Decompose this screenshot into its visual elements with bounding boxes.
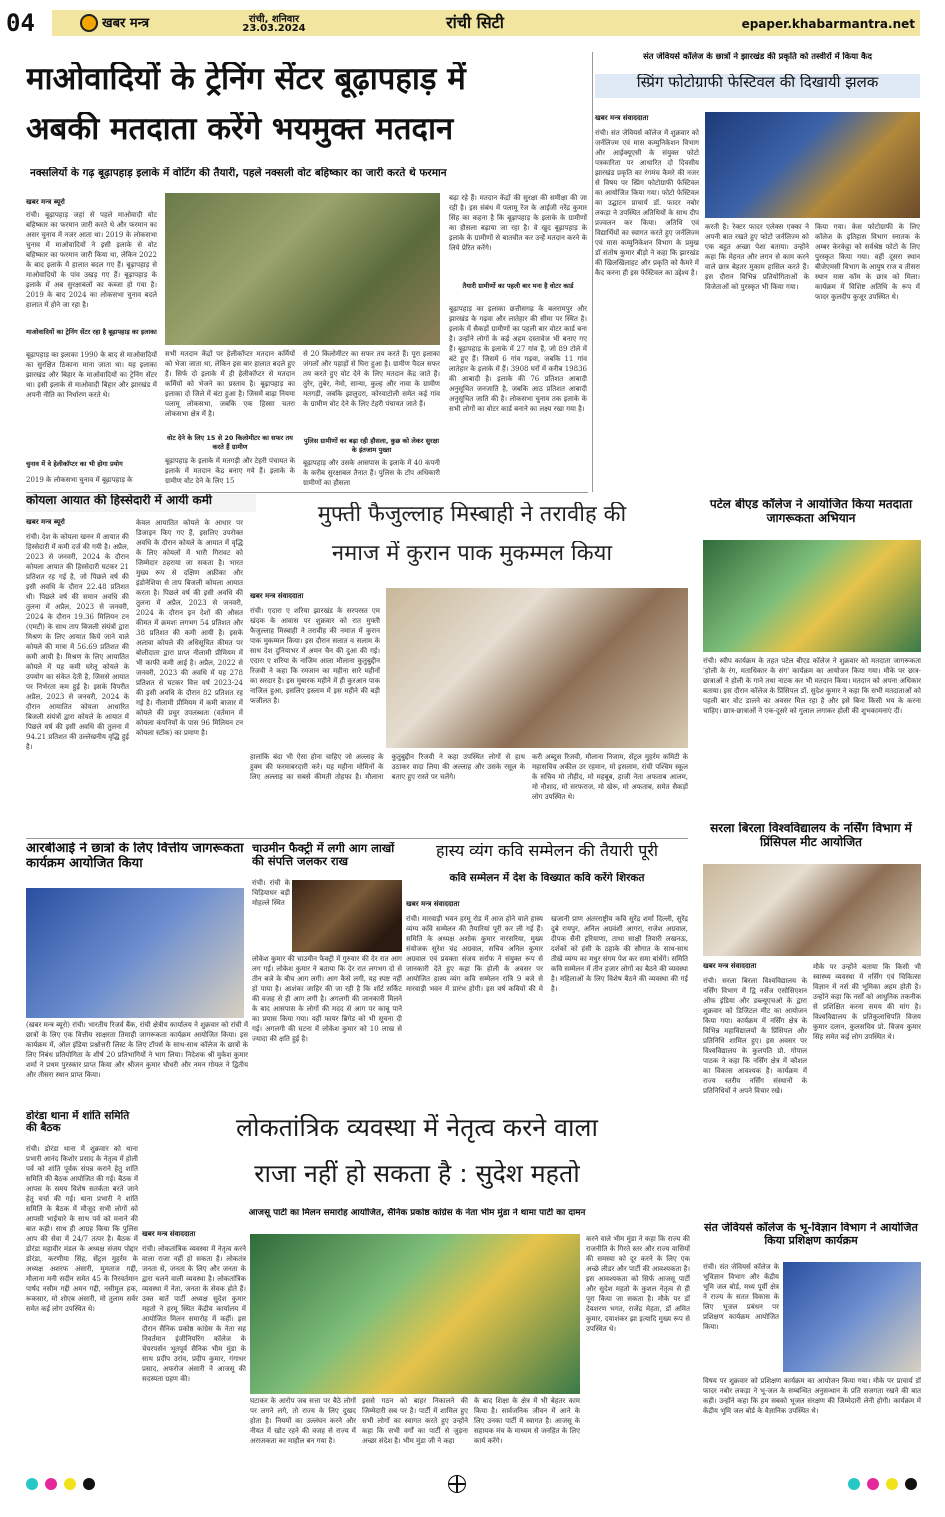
photo-fest-photo bbox=[705, 112, 920, 218]
registration-marks-right bbox=[848, 1478, 928, 1492]
sudesh-body-1: रांची। लोकतांत्रिक व्यवस्था में नेतृत्व करने वाला राजा नहीं हो सकता है। लोकतंत्र जनता से, जनता के लिए और जनता के द्वारा चलने वाली व्यवस्था है। लोकतांत्रिक व्यवस्था में नेता, जनता के सेवक होते हैं। उक्त बातें पार्टी अध्यक्ष सुदेश कुमार महतो ने हरमू स्थित केंद्रीय कार्यालय में आयोजित मिलन समारोह में कहीं। इस दौरान सैनिक प्रकोष्ठ कांग्रेस के नेता सह निवर्तमान इंजीनियरिंग कॉलेज के चेयरपर्सन भूतपूर्व सैनिक भीम मुंडा के साथ प्रदीप उरांव, प्रदीप कुमार, गंगाधर प्रसाद, अफरोज अंसारी ने आजसू की सदस्यता ग्रहण की। bbox=[142, 1245, 246, 1383]
sidebar-divider bbox=[592, 52, 593, 492]
brand-name: खबर मन्त्र bbox=[102, 16, 150, 31]
kavi-body: रांची। मारवाड़ी भवन हरमू रोड में आज होने वाले हास्य व्यंग्य कवि सम्मेलन की तैयारियां पूरी कर ली गई हैं। समिति के अध्यक्ष अशोक कुमार नारसरिया, मुख्य संयोजक सुरेश चंद्र अग्रवाल, सचिव अनिल कुमार अग्रवाल एवं प्रवक्ता संजय सर्राफ ने संयुक्त रूप से जानकारी देते हुए कहा कि होली के अवसर पर आयोजित हास्य व्यंग कवि सम्मेलन रात्रि 9 बजे से मारवाड़ी भवन में प्रारंभ होगी। इस वर्ष कवियों की मे खजानी प्राण अंतरराष्ट्रीय कवि सुरेंद्र शर्मा दिल्ली, सुरेंद्र दुबे रायपुर, अनिल अग्रवंशी आगरा, राजेश अग्रवाल, दीपक सैनी हरियाणा, ताथा साक्षी तिवारी लखनऊ, दर्शकों को हंसी के ठहाके की सौगात के साथ-साथ तीखे व्यंग्य का मधुर संगम पेश कर समा बांधेंगे। समिति कवि सम्मेलन में तीन हजार लोगों का बैठने की व्यवस्था है। महिलाओं के लिए विशेष बैठने की व्यवस्था की गई है। bbox=[406, 915, 688, 993]
chowmein-headline: चाउमीन फैक्ट्री में लगी आग लाखों की संपत्ति जलकर राख bbox=[252, 842, 395, 869]
patel-body: रांची। स्वीप कार्यक्रम के तहत पटेल बीएड कॉलेज ने शुक्रवार को मतदाता जागरूकता 'होली के रंग, मताधिकार के संग' कार्यक्रम का आयोजन किया गया। मौके पर छात्र-छात्राओं ने होली के गाने तथा नाटक कर भी मतदान किया। मतदान को अपना अधिकार बताया। इस दौरान कॉलेज के प्रिंसिपल डॉ. सुदेश कुमार ने कहा कि सभी मतदाताओं को पहली बार वोट डालने का अवसर मिल रहा है और इसे बिना किसी भय के करना चाहिए। छात्र-छात्राओं ने एक-दूसरे को गुलाल लगाकर होली की शुभकामनाएं दीं। bbox=[703, 657, 921, 715]
lead-col-3b: बूढ़ापहाड़ और उसके आसपास के इलाके में 40 कंपनी के करीब सुरक्षाबल तैनात हैं। पुलिस के टॉप अधिकारी ग्रामीणों का हौसला bbox=[303, 459, 440, 487]
coal-body-1: रांची। देश के कोयला खनन में आयात की हिस्सेदारी में कमी दर्ज की गयी है। अप्रैल, 2023 से जनवरी, 2024 के दौरान कोयला आयात की हिस्सेदारी घटकर 21 प्रतिशत रह गई है, जो पिछले वर्ष की इसी अवधि के दौरान 22.48 प्रतिशत थी। पिछले वर्ष की समान अवधि की तुलना में अप्रैल, 2023 से जनवरी, 2024 के दौरान 19.36 मिलियन टन (एमटी) के साथ ताप बिजली संयंत्रों द्वारा मिश्रण के लिए आयात किये जाने वाले कोयले की मात्रा में 56.69 प्रतिशत की कमी आयी है। मिश्रण के लिए आयातित कोयले में यह कमी घरेलू कोयले के उपयोग का संकेत देती है, जिससे आयात पर निर्भरता कम हुई है। इसके विपरीत अप्रैल, 2023 से जनवरी, 2024 के दौरान आयातित कोयला आधारित बिजली संयंत्रों द्वारा कोयले के आयात में पिछले वर्ष की इसी अवधि की तुलना में 94.21 प्रतिशत की उल्लेखनीय वृद्धि हुई है। bbox=[26, 533, 129, 751]
sudesh-body-2: घटाकर के आरोप जब सत्ता पर बैठे लोगों पर लगने लगे, तो राज्य के लिए दुखद होता है। नियमों का उल्लंघन करने और नीयत में खोट रहने की वजह से राज्य में अराजकता का माहौल बन गया है। bbox=[250, 1397, 356, 1445]
lead-col-3: से 20 किलोमीटर का सफर तय करते हैं। पूरा इलाका जंगलों और पहाड़ों से घिरा हुआ है। ग्रामीण पैदल सफर तय करते हुए वोट देने के लिए मतदान केंद्र जाते हैं। तुरेर, तुबेर, नेमो, सान्या, कुल्ह और नावा के ग्रामीण मतगड़ी, जबकि झालुदरा, कोरवाटोली समेत कई गांव के ग्रामीण वोट देने के लिए टेहरी पंचायत जाते हैं। bbox=[303, 350, 440, 408]
photo-fest-head-top: संत जेवियर्स कॉलेज के छात्रों ने झारखंड की प्रकृति को तस्वीरों में किया कैद bbox=[643, 52, 872, 61]
masthead bbox=[0, 6, 945, 40]
patel-headline: पटेल बीएड कॉलेज ने आयोजित किया मतदाता जागरूकता अभियान bbox=[709, 498, 913, 525]
lead-col-3-head: पुलिस ग्रामीणों का बढ़ा रही हौसला, कुछ को लेकर सुरक्षा के इंतजाम पुख्ता bbox=[303, 437, 440, 454]
website-link[interactable]: epaper.khabarmantra.net bbox=[741, 17, 915, 31]
lead-col-4-head: तैयारी ग्रामीणों का पहली बार मना है वोटर कार्ड bbox=[462, 282, 574, 290]
lead-col-2-head: वोट देने के लिए 15 से 20 किलोमीटर का सफर तय करते हैं ग्रामीण bbox=[167, 434, 293, 451]
registration-dot bbox=[64, 1478, 76, 1490]
taraweeh-body-1: रांची। एदारा ए शरिया झारखंड के सरपरस्त एम खंदक के आवास पर शुक्रवार को रात मुफ्ती फैजुल्लाह मिस्बाही ने तरावीह की नमाज में कुरान पाक मुकम्मल किया। इस दौरान सलात व सलाम के साथ देश दुनियाभर में अमन चैन की दुआ की गई। एदारा ए शरिया के नाजिम आला मौलाना कुतुबुद्दीन रिजवी ने कहा कि रमजान का महीना सारे महीनों का सरदार है। इस मुबारक महीने में ही कुरआन पाक नाजिल हुआ, इसलिए इस्लाम में इस महीने की बड़ी फजीलत है। bbox=[250, 607, 380, 705]
sarla-headline: सरला बिरला विश्वविद्यालय के नर्सिंग विभाग में प्रिंसिपल मीट आयोजित bbox=[710, 822, 912, 849]
photo-fest-body: रांची। संत जेवियर्स कॉलेज में शुक्रवार को जर्नलिज्म एवं मास कम्युनिकेशन विभाग और आईक्यूएसी के संयुक्त फोटो पत्रकारिता पर आधारित दो दिवसीय झारखंड प्रकृति का रंगमंच कैमरे की नजर से विषय पर स्प्रिंग फोटोग्राफी फेस्टिवल का आयोजित किया गया। फोटो फेस्टिवल का उद्घाटन प्राचार्य डॉ. फादर नबोर लकड़ा ने उपस्थित अतिथियों के साथ दीप प्रज्वलन कर किया। अतिथि एवं विद्यार्थियों का स्वागत करते हुए जर्नलिज्म एवं मास कम्युनिकेशन विभाग के प्रमुख डॉ संतोष कुमार बीड़ो ने कहा कि झारखंड की खिलखिलाहट और प्रकृति को कैमरे में कैद करना ही इस फेस्टिवल का उद्देश्य है। bbox=[595, 129, 699, 277]
sudesh-byline: खबर मन्त्र संवाददाता bbox=[142, 1230, 196, 1238]
page-number: 04 bbox=[6, 9, 35, 37]
dateline-date: 23.03.2024 bbox=[242, 23, 306, 34]
rbi-headline: आरबीआई ने छात्रों के लिए वित्तीय जागरूकता कार्यक्रम आयोजित किया bbox=[26, 842, 244, 871]
chowmein-body-side: रांची। रांची के चिड़ियाघर बड़ी मोहल्ले स्थित bbox=[252, 879, 290, 907]
lead-para-2: बूढ़ापहाड़ का इलाका 1990 के बाद से माओवादियों का सुरक्षित ठिकाना माना जाता था। यह इलाका झारखंड और बिहार के माओवादियों का ट्रेनिंग सेंटर था। इसी इलाके से माओवादी बिहार और झारखंड में अपनी नीति का निर्धारण करते थे। bbox=[26, 351, 157, 399]
coal-byline: खबर मन्त्र ब्यूरो bbox=[26, 518, 65, 526]
rbi-photo bbox=[26, 888, 244, 1018]
dorunda-body: रांची। डोरंडा थाना में शुक्रवार को थाना प्रभारी आनंद किशोर प्रसाद के नेतृत्व में होली पर्व को शांति पूर्वक संपन्न कराने हेतु शांति समिति की बैठक आयोजित की गई। बैठक में आपस के समय विशेष सतर्कता बरते जाने हेतु चर्चा की गई। थाना प्रभारी ने शांति समिति के बैठक में मौजूद सभी लोगों को आपसी भाईचारे के साथ पर्व को मनाने की बात कही। साथ ही आग्रह किया कि पुलिस आप की सेवा में 24/7 तत्पर है। बैठक में डोरंडा महावीर मंडल के अध्यक्ष संजय पोद्दार डोरंडा, करणीया सिंह, सेंट्रल मुहर्रम के अध्यक्ष अशरफ अंसारी, मुमताज गद्दी, मौलाना मनी सदीन समेत 45 के निरवर्तमान पार्षद नसीम गद्दी अमन गद्दी, नसीमुल हक, रूकसार, मो शोएब अंसारी, मो तुलाम सर्वर समेत कई लोग उपस्थित थे। bbox=[26, 1145, 138, 1313]
photo-fest-byline: खबर मन्त्र संवाददाता bbox=[595, 114, 649, 122]
registration-dot bbox=[848, 1478, 860, 1490]
registration-dot bbox=[45, 1478, 57, 1490]
dorunda-headline: डोरंडा थाना में शांति समिति की बैठक bbox=[26, 1110, 130, 1135]
photo-fest-body-2: करती है। रेक्टर फादर एलेक्स एक्का ने अपनी बात रखते हुए फोटो जर्नलिज्म को एक बहुत अच्छा पेशा बताया। उन्होंने कहा कि मेहनत और लगन से काम करने वाले छात्र बेहतर मुकाम हासिल करते हैं। इस दौरान विभिन्न प्रतियोगिताओं के विजेताओं को पुरस्कृत भी किया गया। bbox=[705, 223, 809, 291]
sudesh-body-4: के बाद शिक्षा के क्षेत्र में भी बेहतर काम किया है। सार्वजनिक जीवन में आने के लिए उनका पार्टी में स्वागत है। आजसू के सहायक मंच के माध्यम से जनहित के लिए कार्य करेंगे। bbox=[474, 1397, 580, 1445]
sudesh-headline-2: राजा नहीं हो सकता है : सुदेश महतो bbox=[254, 1160, 580, 1188]
registration-dot bbox=[26, 1478, 38, 1490]
geo-headline: संत जेवियर्स कॉलेज के भू-विज्ञान विभाग ने आयोजित किया प्रशिक्षण कार्यक्रम bbox=[704, 1222, 918, 1247]
dateline-city: रांची, शनिवार bbox=[248, 14, 300, 23]
geo-body: रांची। संत जेवियर्स कॉलेज के भूविज्ञान विभाग और केंद्रीय भूमि जल बोर्ड, मध्य पूर्वी क्षेत्र ने राज्य के सतत विकास के लिए भूजल प्रबंधन पर प्रशिक्षण कार्यक्रम आयोजित किया। bbox=[703, 1263, 779, 1331]
lead-para-3: 2019 के लोकसभा चुनाव में बूढ़ापहाड़ के bbox=[26, 476, 133, 484]
sarla-photo bbox=[703, 864, 921, 956]
taraweeh-photo bbox=[386, 588, 688, 748]
brand-logo-icon bbox=[80, 14, 98, 32]
lead-inline-head-1: माओवादियों का ट्रेनिंग सेंटर रहा है बूढ़ापहाड़ का इलाका bbox=[26, 328, 157, 336]
section-title: रांची सिटी bbox=[446, 13, 504, 32]
registration-dot bbox=[867, 1478, 879, 1490]
taraweeh-body-2: हालांकि बंदा भी ऐसा होना चाहिए जो अल्लाह के हुक्म की फरमाबरदारी करे। यह महीना मोमिनों के लिए अल्लाह का सबसे कीमती तोहफा है। मौलाना कुतुबुद्दीन रिजवी ने कहा उपस्थित लोगों से हाथ उठाकर वादा लिया की अल्लाह और उसके रसूल के बताए हुए रास्ते पर चलेंगे। bbox=[250, 753, 525, 781]
lead-byline: खबर मन्त्र ब्यूरो bbox=[26, 198, 65, 206]
divider bbox=[26, 492, 588, 493]
geo-body-2: विषय पर शुक्रवार को प्रशिक्षण कार्यक्रम का आयोजन किया गया। मौके पर प्राचार्य डॉ फादर नबोर लकड़ा ने भू-जल के सम्बन्धित अनुसन्धान के प्रति सजगता रखने की बात कही। उन्होंने कहा कि हम सबको भूजल संरक्षण की जिम्मेदारी लेनी होगी। कार्यक्रम में केंद्रीय भूमि जल बोर्ड के वैज्ञानिक उपस्थित थे। bbox=[703, 1377, 921, 1415]
kavi-byline: खबर मन्त्र संवाददाता bbox=[406, 900, 460, 908]
taraweeh-body-3: करी अब्दुस रिजवी, मौलाना निजाम, सेंट्रल मुहर्रम कमिटी के महासचिव अकील उर रहमान, मो इसलाम, रांची पश्चिम स्कूल के सचिव मो तौहीद, मो महबूब, हाजी नेता अफताब आलम, मो नौशाद, मो सरफराज, मो खेरू, मो अफताब, समेत सैकड़ों लोग उपस्थित थे। bbox=[532, 753, 688, 801]
kavi-headline: हास्य व्यंग कवि सम्मेलन की तैयारी पूरी bbox=[435, 842, 659, 860]
lead-col-2b: बूढ़ापहाड़ के इलाके में मतगड़ी और टेहरी पंचायत के इलाके में मतदान केंद्र बनाए गये हैं। इलाके के ग्रामीण वोट देने के लिए 15 bbox=[165, 457, 295, 485]
patel-photo bbox=[703, 540, 921, 652]
lead-inline-head-2: चुनाव में वे हेलीकॉप्टर का भी होगा प्रयोग bbox=[26, 460, 123, 468]
registration-marks-left bbox=[26, 1478, 146, 1492]
sarla-byline-text: खबर मन्त्र संवाददाता bbox=[703, 962, 757, 970]
lead-photo bbox=[165, 193, 440, 345]
geo-photo bbox=[783, 1262, 921, 1372]
lead-col-2: सभी मतदान केंद्रों पर हेलीकॉप्टर मतदान कर्मियों को भेजा जाता था, लेकिन इस बार हालात बदले हुए हैं। सिर्फ दो इलाके में ही हेलीकॉप्टर से मतदान कर्मियों को भेजने का प्रस्ताव है। बूढ़ापहाड़ का इलाका दो जिले में बंटा हुआ है। जिसमें बाढ़ा नियमा पलामू लोकसभा, जबकि एक हिस्सा चतरा लोकसभा क्षेत्र में है। bbox=[165, 350, 295, 418]
sarla-body-2: मौके पर उन्होंने बताया कि किसी भी स्वास्थ्य व्यवस्था में नर्सिंग एवं चिकित्सा विज्ञान में नर्स की भूमिका अहम होती है। उन्होंने कहा कि नर्सों को आधुनिक तकनीक से प्रशिक्षित करना समय की मांग है। विश्वविद्यालय के प्रतिकुलाधिपति विजय कुमार दलान, कुलसचिव प्रो. विजय कुमार सिंह समेत कई लोग उपस्थित थे। bbox=[813, 963, 921, 1041]
rbi-body: (खबर मन्त्र ब्यूरो) रांची। भारतीय रिजर्व बैंक, रांची क्षेत्रीय कार्यालय ने शुक्रवार को रांची में छात्रों के लिए एक वित्तीय साक्षरता तिमाही जागरूकता कार्यक्रम आयोजित किया। इस कार्यक्रम में, ऑल इंडिया प्रश्नोत्तरी लिस्ट के लिए टॉपर्स के साथ-साथ कॉलेज के छात्रों के लिए निबंध प्रतियोगिता के शीर्ष 20 प्रतिभागियों ने भाग लिया। निदेशक श्री मुकेश कुमार शर्मा ने प्रथम पुरस्कार प्राप्त किया और श्रीजन कुमार चौधरी और नमन गोयल ने द्वितीय और तीसरा स्थान प्राप्त किया। bbox=[26, 1021, 248, 1079]
lead-headline-1: माओवादियों के ट्रेनिंग सेंटर बूढ़ापहाड़ में bbox=[26, 62, 466, 97]
divider bbox=[26, 838, 688, 839]
registration-dot bbox=[83, 1478, 95, 1490]
lead-col-4: बढ़ा रहे हैं। मतदान केंद्रों की सुरक्षा की समीक्षा की जा रही है। इस संबंध में पलामू रेंज के आईजी नरेंद्र कुमार सिंह का कहना है कि बूढ़ापहाड़ के इलाके के ग्रामीणों का हौसला बढ़ाया जा रहा है। वे खुद बूढ़ापहाड़ के इलाके के ग्रामीणों से बातचीत कर उन्हें मतदान करने के लिये प्रेरित करेंगे। bbox=[449, 194, 587, 252]
sudesh-subhead: आजसू पार्टी का मिलन समारोह आयोजित, सैनिक प्रकोष्ठ कांग्रेस के नेता भीम मुंडा ने थामा पार्टी का दामन bbox=[248, 1208, 586, 1218]
sudesh-photo bbox=[250, 1234, 580, 1394]
kavi-subhead: कवि सम्मेलन में देश के विख्यात कवि करेंगे शिरकत bbox=[449, 872, 645, 884]
lead-headline-2: अबकी मतदाता करेंगे भयमुक्त मतदान bbox=[26, 112, 454, 147]
taraweeh-headline-2: नमाज में कुरान पाक मुकम्मल किया bbox=[331, 541, 613, 566]
chowmein-body: लोकेश कुमार की चाउमीन फैक्ट्री में गुरुवार की देर रात आग लग गई। लोकेश कुमार ने बताया कि देर रात लगभग दो से तीन बजे के बीच आग लगी। आग कैसे लगी, यह स्पष्ट नहीं हो पाया है। आशंका जाहिर की जा रही है कि शॉर्ट सर्किट की वजह से ही आग लगी है। अगलगी की जानकारी मिलने के बाद आसपास के लोगों की मदद से आग पर काबू पाने का प्रयास किया गया। वहीं फायर ब्रिगेड को भी सूचना दी गई। अगलगी की घटना में लोकेश कुमार को 10 लाख से ज्यादा की क्षति हुई है। bbox=[252, 955, 402, 1043]
lead-subhead: नक्सलियों के गढ़ बूढ़ापहाड़ इलाके में वोटिंग की तैयारी, पहले नक्सली वोट बहिष्कार का जारी करते थे फरमान bbox=[30, 167, 447, 179]
sudesh-body-5: करने वाले भीम मुंडा ने कहा कि राज्य की राजनीति के गिरते स्तर और राज्य वासियों की समस्या को दूर करने के लिए एक अच्छे लीडर और पार्टी की आवश्यकता है। इस आवश्यकता को सिर्फ आजसू पार्टी और सुदेश महतो के कुशल नेतृत्व से ही पूरा किया जा सकता है। मौके पर डॉ देवशरण भगत, राजेंद्र मेहता, डॉ अमित कुमार, दयाशंकर झा इत्यादि मुख्य रूप से उपस्थित थे। bbox=[586, 1235, 690, 1333]
lead-para-1: रांची। बूढ़ापहाड़ जहां से पहले माओवादी वोट बहिष्कार का फरमान जारी करते थे और फरमान का असर चुनाव में नजर आता था। 2019 के लोकसभा चुनाव में माओवादियों ने इसी इलाके से वोट बहिष्कार का फरमान जारी किया था, लेकिन 2022 के बाद इलाके में हालात बदल गए हैं। बूढ़ापहाड़ से माओवादियों के पांव उखड़ गए हैं। बूढ़ापहाड़ के इलाके में अब सुरक्षाबलों का कब्जा हो गया है। 2019 के बाद 2024 का लोकसभा चुनाव बदले हालात में होने जा रहा है। bbox=[26, 211, 157, 309]
crosshair-icon bbox=[448, 1475, 466, 1493]
registration-dot bbox=[905, 1478, 917, 1490]
coal-headline: कोयला आयात की हिस्सेदारी में आयी कमी bbox=[26, 494, 256, 512]
registration-dot bbox=[886, 1478, 898, 1490]
taraweeh-byline: खबर मन्त्र संवाददाता bbox=[250, 592, 304, 600]
sarla-body: रांची। सरला बिरला विश्वविद्यालय के नर्सिंग विभाग में द्वि नर्सेज एसोसिएशन ऑफ इंडिया और डब्ल्यूएचओ के द्वारा शुक्रवार को डिजिटल मीट का आयोजन किया गया। कार्यक्रम में नर्सिंग क्षेत्र के विभिन्न महाविद्यालयों के प्रिंसिपल और प्रतिनिधि शामिल हुए। इस अवसर पर विश्वविद्यालय के कुलपति प्रो. गोपाल पाठक ने कहा कि नर्सिंग क्षेत्र में कौशल का विकास आवश्यक है। कार्यक्रम में राज्य स्तरीय नर्सिंग संस्थानों के प्रतिनिधियों ने अपने विचार रखे। bbox=[703, 977, 807, 1095]
sudesh-body-3: इससे गठन को बाहर निकालने की जिम्मेदारी सब पर है। पार्टी में शामिल हुए सभी लोगों का स्वागत करते हुए उन्होंने कहा कि सभी वर्गों का पार्टी से जुड़ना अच्छा संदेश है। भीम मुंडा जी ने कहा bbox=[362, 1397, 468, 1445]
lead-col-4b: बूढ़ापहाड़ का इलाका छत्तीसगढ़ के बलरामपुर और झारखंड के गढ़वा और लातेहार की सीमा पर स्थित है। इलाके में सैकड़ों ग्रामीणों का पहली बार वोटर कार्ड बना है। उन्होंने लोगों के कई अहम दस्तावेज भी बनाए गए हैं। बूढ़ापहाड़ के इलाके में 27 गांव हैं, जो 89 टोले में बंटे हुए हैं। जिसमें 6 गांव गढ़वा, जबकि 11 गांव लातेहार के इलाके में हैं। 3908 घरों में करीब 19836 की आबादी है। इलाके की 76 प्रतिशत आबादी अनुसूचित जनजाति है, जबकि आठ प्रतिशत आबादी अनुसूचित जाति की है। लोकसभा चुनाव तक इलाके के सभी लोगों का वोटर कार्ड बनाने का लक्ष्य रखा गया है। bbox=[449, 305, 587, 413]
sudesh-headline-1: लोकतांत्रिक व्यवस्था में नेतृत्व करने वाला bbox=[236, 1114, 598, 1142]
photo-fest-body-3: किया गया। केस फोटोग्राफी के लिए कॉलेज के इतिहास विभाग स्नातक के अम्बर केरकेट्टा को सर्वश्रेष्ठ फोटो के लिए पुरस्कृत किया गया। वहीं दूसरा स्थान बीजेएमसी विभाग के आयुष राज व तीसरा स्थान मास कॉम के छात्र को मिला। कार्यक्रम में विशिष्ट अतिथि के रूप में फादर कुलदीप कुजूर उपस्थित थे। bbox=[815, 223, 920, 301]
photo-fest-headline: स्प्रिंग फोटोग्राफी फेस्टिवल की दिखायी झलक bbox=[595, 74, 920, 98]
coal-body-2: केवल आयातित कोयले के आधार पर डिजाइन किए गए हैं, इसलिए उपरोक्त अवधि के दौरान कोयले के आयात में वृद्धि के लिए कोयलों में भारी गिरावट को जिम्मेदार ठहराया जा सकता है। भारत मुख्य रूप से दक्षिण अफ्रीका और इंडोनेशिया से ताप बिजली कोयला आयात करता है। पिछले वर्ष की इसी अवधि की तुलना में अप्रैल, 2023 से जनवरी, 2024 के दौरान इन देशों की औसत कीमत में क्रमशः लगभग 54 प्रतिशत और 38 प्रतिशत की कमी आयी है। इसके अलावा कोयले की अधिसूचित कीमत पर बोलीदाता द्वारा प्राप्त नीलामी प्रीमियम में भी काफी कमी आई है। अप्रैल, 2022 से जनवरी, 2023 की अवधि में यह 278 प्रतिशत से घटकर वित्त वर्ष 2023-24 की इसी अवधि के दौरान 82 प्रतिशत रह गई है। नीलामी प्रीमियम में कमी बाजार में कोयले की प्रचुर उपलब्धता (वर्तमान में कोयला कंपनियों के पास 96 मिलियन टन कोयला स्टॉक) का प्रमाण है। bbox=[136, 519, 243, 737]
taraweeh-headline-1: मुफ्ती फैजुल्लाह मिस्बाही ने तरावीह की bbox=[317, 502, 627, 527]
chowmein-photo bbox=[292, 880, 402, 952]
